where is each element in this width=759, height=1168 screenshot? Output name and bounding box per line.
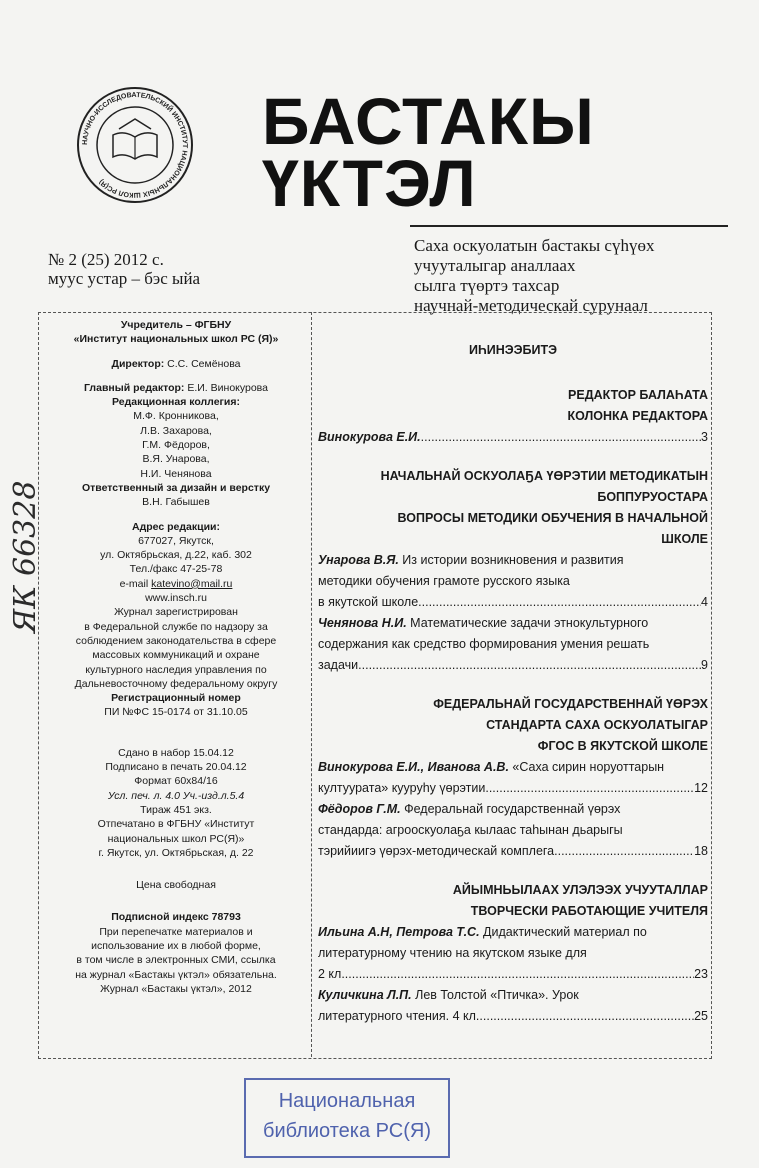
section-title: БОППУРУОСТАРА: [597, 490, 708, 504]
toc-entry[interactable]: [318, 550, 708, 613]
leader-dots: [341, 964, 694, 985]
entry-page: 4: [701, 595, 708, 609]
section-title: СТАНДАРТА САХА ОСКУОЛАТЫГАР: [486, 718, 708, 732]
entry-page: 12: [694, 781, 708, 795]
section-title: ВОПРОСЫ МЕТОДИКИ ОБУЧЕНИЯ В НАЧАЛЬНОЙ: [397, 511, 708, 525]
entry-page: 3: [701, 430, 708, 444]
price: Цена свободная: [136, 879, 216, 892]
registration-line: Дальневосточному федеральному округу: [74, 677, 278, 690]
title-rule: [410, 225, 728, 227]
entry-author: Куличкина Л.П.: [318, 988, 412, 1002]
leader-dots: [358, 655, 701, 676]
director-label: Директор:: [111, 357, 165, 370]
registration-line: в Федеральной службе по надзору за: [84, 620, 268, 633]
entry-title-line: содержания как средство формирования умения решать: [318, 637, 650, 651]
board-member: М.Ф. Кронникова,: [133, 410, 219, 423]
toc-entry[interactable]: [318, 985, 708, 1027]
toc-entry[interactable]: [318, 799, 708, 862]
circulation: Тираж 451 экз.: [140, 803, 212, 816]
website-link[interactable]: www.insch.ru: [145, 592, 207, 605]
section-title: АЙЫМНЬЫЛААХ УЛЭЛЭЭХ УЧУУТАЛЛАР: [452, 883, 708, 897]
board-label: Редакционная коллегия:: [112, 396, 240, 409]
section-title: КОЛОНКА РЕДАКТОРА: [567, 409, 708, 423]
phone: Тел./факс 47-25-78: [129, 563, 223, 576]
entry-title-line: култуурата» кууруһу үөрэтии: [318, 781, 486, 795]
toc-entry[interactable]: [318, 922, 708, 985]
registration-line: массовых коммуникаций и охране: [92, 649, 260, 662]
toc-entry[interactable]: [318, 427, 708, 448]
entry-title-line: Дидактический материал по: [479, 925, 647, 939]
director-name: С.С. Семёнова: [167, 357, 241, 370]
tagline-line: научнай-методическай сурунаал: [414, 296, 648, 315]
copyright: Журнал «Бастакы үктэл», 2012: [100, 982, 252, 995]
toc-entry[interactable]: [318, 613, 708, 676]
entry-title-line: в якутской школе: [318, 595, 419, 609]
design-name: В.Н. Габышев: [142, 496, 210, 509]
board-member: В.Я. Унарова,: [142, 453, 210, 466]
registration-line: соблюдением законодательства в сфере: [75, 634, 277, 647]
handwritten-library-code: [5, 455, 47, 635]
leader-dots: [476, 1006, 694, 1027]
library-stamp: [244, 1078, 450, 1158]
imprint-column: [45, 318, 307, 996]
entry-title-line: Математические задачи этнокультурного: [406, 616, 649, 630]
toc-entry[interactable]: [318, 757, 708, 799]
email-prefix: e-mail: [119, 577, 152, 590]
printed-at: Отпечатано в ФГБНУ «Институт: [97, 818, 255, 831]
magazine-title-line1: БАСТАКЫ: [262, 84, 595, 158]
entry-page: 18: [694, 844, 708, 858]
entry-author: Унарова В.Я.: [318, 553, 399, 567]
entry-title-line: стандарда: агрооскуолаҕа кылаас таһынан дьарыгы: [318, 823, 623, 837]
entry-page: 9: [701, 658, 708, 672]
magazine-title-line2: ҮКТЭЛ: [262, 146, 477, 220]
entry-title-line: задачи: [318, 658, 359, 672]
entry-title-line: литературного чтения. 4 кл: [318, 1009, 476, 1023]
print-info: Подписано в печать 20.04.12: [105, 761, 247, 774]
entry-title-line: тэрийиигэ үөрэх-методическай комплега: [318, 844, 555, 858]
board-member: Г.М. Фёдоров,: [142, 439, 210, 452]
entry-title-line: «Саха сирин норуоттарын: [508, 760, 665, 774]
entry-author: Ченянова Н.И.: [318, 616, 407, 630]
tagline-line: Саха оскуолатын бастакы сүһүөх: [414, 236, 655, 255]
entry-page: 23: [694, 967, 708, 981]
print-info: Формат 60х84/16: [134, 775, 218, 788]
entry-title-line: Лев Толстой «Птичка». Урок: [411, 988, 579, 1002]
reg-number: ПИ №ФС 15-0174 от 31.10.05: [104, 706, 248, 719]
editor-label: Главный редактор:: [84, 381, 185, 394]
reprint-notice: При перепечатке материалов и: [99, 925, 253, 938]
handwritten-code-text: ЯК 66328: [8, 480, 43, 633]
toc-heading: ИҺИНЭЭБИТЭ: [468, 343, 558, 357]
section-title: ШКОЛЕ: [661, 532, 708, 546]
section-title: ФГОС В ЯКУТСКОЙ ШКОЛЕ: [537, 739, 708, 753]
founder: Учредитель – ФГБНУ: [120, 319, 232, 331]
issue-months: муус устар – бэс ыйа: [48, 269, 201, 288]
subscription-index: Подписной индекс 78793: [111, 911, 241, 924]
reg-number-label: Регистрационный номер: [111, 692, 241, 705]
entry-author: Ильина А.Н, Петрова Т.С.: [318, 925, 480, 939]
tagline: [414, 236, 654, 316]
address-label: Адрес редакции:: [132, 520, 220, 533]
entry-title-line: Из истории возникновения и развития: [398, 553, 624, 567]
editor-name: Е.И. Винокурова: [187, 381, 268, 394]
design-label: Ответственный за дизайн и верстку: [81, 481, 271, 494]
board-member: Л.В. Захарова,: [140, 424, 212, 437]
entry-title-line: 2 кл: [318, 967, 342, 981]
entry-author: Фёдоров Г.М.: [318, 802, 401, 816]
leader-dots: [418, 592, 701, 613]
email-link[interactable]: katevino@mail.ru: [151, 577, 233, 590]
print-info: Сдано в набор 15.04.12: [118, 746, 234, 759]
issue-number: № 2 (25) 2012 с.: [48, 250, 164, 269]
address-line: 677027, Якутск,: [138, 534, 214, 547]
section-title: НАЧАЛЬНАЙ ОСКУОЛАҔА ҮӨРЭТИИ МЕТОДИКАТЫН: [380, 469, 708, 483]
column-divider: [311, 312, 312, 1057]
reprint-notice: использование их в любой форме,: [91, 939, 261, 952]
tagline-line: сылга түөртэ тахсар: [414, 276, 560, 295]
registration-line: Журнал зарегистрирован: [114, 606, 238, 619]
tagline-line: учууталыгар аналлаах: [414, 256, 576, 275]
stamp-line: библиотека РС(Я): [263, 1120, 431, 1142]
section-title: РЕДАКТОР БАЛАҺАТА: [568, 388, 708, 402]
address-line: ул. Октябрьская, д.22, каб. 302: [100, 549, 252, 562]
reprint-notice: на журнал «Бастакы үктэл» обязательна.: [75, 968, 277, 981]
leader-dots: [554, 841, 694, 862]
entry-page: 25: [694, 1009, 708, 1023]
entry-author: Винокурова Е.И.: [318, 430, 421, 444]
entry-title-line: Федеральнай государственнай үөрэх: [400, 802, 621, 816]
printed-at: национальных школ РС(Я)»: [107, 832, 245, 845]
print-sheets: Усл. печ. л. 4.0 Уч.-изд.л.5.4: [107, 789, 245, 802]
registration-line: культурного наследия управления по: [85, 663, 267, 676]
stamp-line: Национальная: [278, 1090, 416, 1112]
section-title: ФЕДЕРАЛЬНАЙ ГОСУДАРСТВЕННАЙ ҮӨРЭХ: [433, 697, 708, 711]
entry-title-line: методики обучения грамоте русского языка: [318, 574, 570, 588]
founder-org: «Институт национальных школ РС (Я)»: [73, 333, 279, 346]
leader-dots: [421, 427, 701, 448]
entry-title-line: литературному чтению на якутском языке для: [318, 946, 587, 960]
board-member: Н.И. Ченянова: [140, 467, 212, 480]
institute-seal-logo: [75, 85, 195, 205]
section-title: ТВОРЧЕСКИ РАБОТАЮЩИЕ УЧИТЕЛЯ: [470, 904, 708, 918]
leader-dots: [485, 778, 694, 799]
entry-author: Винокурова Е.И., Иванова А.В.: [318, 760, 509, 774]
svg-text:НАУЧНО-ИССЛЕДОВАТЕЛЬСКИЙ ИНСТИ: НАУЧНО-ИССЛЕДОВАТЕЛЬСКИЙ ИНСТИТУТ НАЦИОНАЛЬНЫХ ШКОЛ РС(Я): [81, 91, 189, 199]
printed-at: г. Якутск, ул. Октябрьская, д. 22: [98, 846, 254, 859]
table-of-contents: [318, 340, 708, 1027]
reprint-notice: в том числе в электронных СМИ, ссылка: [76, 954, 276, 967]
issue-info: [48, 250, 200, 288]
